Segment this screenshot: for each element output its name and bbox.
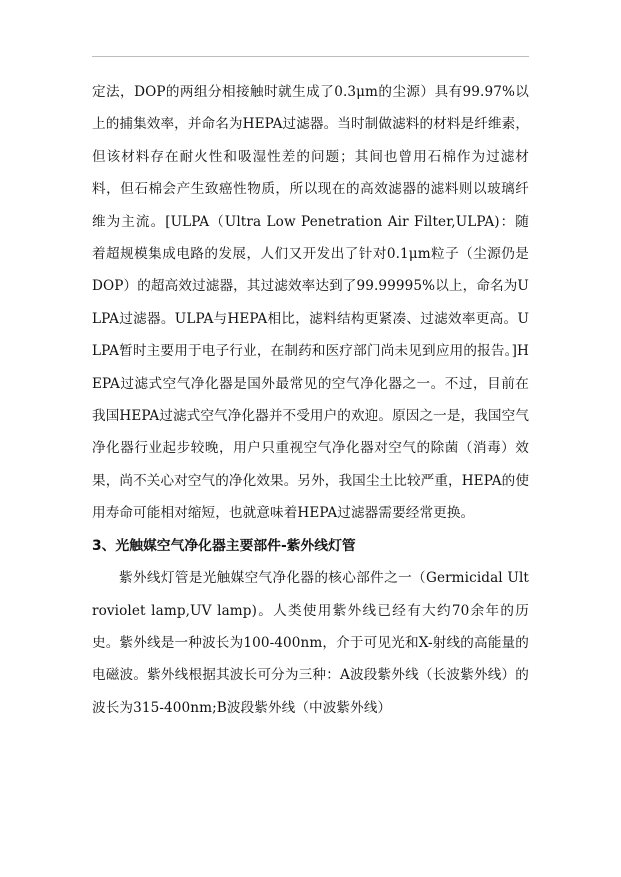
body-paragraph: 紫外线灯管是光触媒空气净化器的核心部件之一（Germicidal Ultroviolet lamp,UV lamp)。人类使用紫外线已经有大约70余年的历史。紫外线是一种波长为100-400nm，介于可见光和X-射线的高能量的电磁波。紫外线根据其波长可分为三种：A波段紫外线（长波紫外线）的波长为315-400nm;B波段紫外线（中波紫外线） bbox=[92, 570, 529, 716]
document-body bbox=[92, 76, 529, 724]
section-heading: 3、光触媒空气净化器主要部件-紫外线灯管 bbox=[92, 537, 356, 554]
header-rule bbox=[92, 56, 529, 57]
body-paragraph: 定法，DOP的两组分相接触时就生成了0.3μm的尘源）具有99.97%以上的捕集效率，并命名为HEPA过滤器。当时制做滤料的材料是纤维素，但该材料存在耐火性和吸湿性差的问题；其间也曾用石棉作为过滤材料，但石棉会产生致癌性物质，所以现在的高效滤器的滤料则以玻璃纤维为主流。[ULPA（Ultra Low Penetration Air Filter,ULPA)：随着超规模集成电路的发展，人们又开发出了针对0.1μm粒子（尘源仍是DOP）的超高效过滤器，其过滤效率达到了99.99995%以上，命名为ULPA过滤器。ULPA与HEPA相比，滤料结构更紧凑、过滤效率更高。ULPA暂时主要用于电子行业，在制药和医疗部门尚未见到应用的报告。]HEPA过滤式空气净化器是国外最常见的空气净化器之一。不过，目前在我国HEPA过滤式空气净化器并不受用户的欢迎。原因之一是，我国空气净化器行业起步较晚，用户只重视空气净化器对空气的除菌（消毒）效果，尚不关心对空气的净化效果。另外，我国尘土比较严重，HEPA的使用寿命可能相对缩短，也就意味着HEPA过滤器需要经常更换。 bbox=[92, 84, 530, 522]
